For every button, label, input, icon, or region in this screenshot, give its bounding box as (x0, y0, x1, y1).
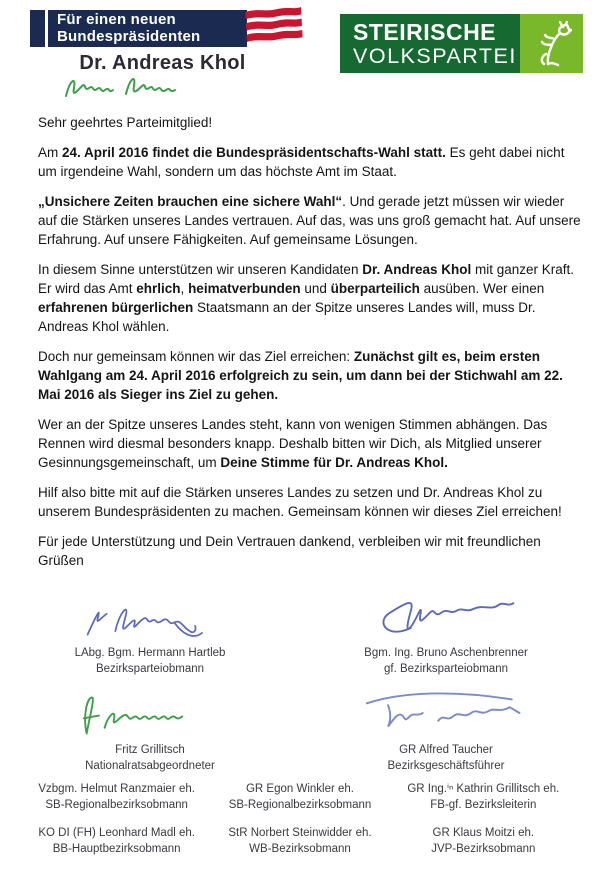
austrian-flag-icon (245, 4, 303, 47)
text-run: Am (38, 145, 63, 160)
secondary-signatory (208, 781, 391, 813)
signatory-name: LAbg. Bgm. Hermann Hartleb (74, 647, 226, 659)
paragraph (38, 347, 584, 404)
signatory-name: GR Egon Winkler eh. (245, 783, 354, 795)
text-run: überparteilich (330, 281, 420, 296)
text-run: Wer an der Spitze unseres Landes steht, kann von wenigen Stimmen abhängen. Das Rennen wird diesmal besonders knapp. Deshalb bitten wir Dich, als Mitglied unserer Gesinnungsgemeinschaft, um (38, 417, 548, 470)
text-run: ausüben. Wer einen (419, 281, 545, 296)
text-run: Deine Stimme für Dr. Andreas Khol. (220, 455, 448, 470)
signatory-title: JVP-Bezirksobmann (431, 843, 536, 855)
taucher-signature (346, 684, 546, 742)
text-run: „Unsichere Zeiten brauchen eine sichere Wahl“ (38, 194, 343, 209)
signatory-grillitsch (40, 690, 260, 774)
text-run: Es geht dabei nicht um irgendeine Wahl, sondern um das höchste Amt im Staat. (38, 145, 565, 179)
campaign-banner (48, 10, 247, 47)
party-logo-text (340, 14, 520, 73)
signatory-title: Bezirksgeschäftsführer (387, 760, 505, 772)
logo-line-1: STEIRISCHE (353, 19, 497, 45)
khol-handwritten-signature (58, 68, 193, 106)
text-run: erfahrenen bürgerlichen (38, 300, 194, 315)
candidate-name: Dr. Andreas Khol (79, 52, 246, 74)
secondary-signatory (392, 781, 575, 813)
text-run: Dr. Andreas Khol (362, 262, 472, 277)
text-run: . Und gerade jetzt müssen wir wieder auf die Stärken unseres Landes vertrauen. Auf das, was uns groß gemacht hat. Auf unsere Erfahrung. Auf unsere Fähigkeiten. Auf gemeinsame Lösungen. (38, 194, 581, 247)
logo-crest (520, 14, 583, 73)
signatory-name: GR Alfred Taucher (399, 744, 493, 756)
signatory-name: KO DI (FH) Leonhard Madl eh. (38, 827, 195, 839)
logo-line-2: VOLKSPARTEI (353, 44, 517, 68)
text-run: Staatsmann an der Spitze unseres Landes will, muss Dr. Andreas Khol wählen. (38, 300, 536, 334)
secondary-signatory (392, 825, 575, 857)
paragraph (38, 415, 584, 472)
paragraph (38, 113, 584, 132)
hartleb-signature (50, 593, 250, 645)
text-run: , (180, 281, 189, 296)
signatory-title: WB-Bezirksobmann (249, 843, 351, 855)
signatory-title: BB-Hauptbezirksobmann (52, 843, 181, 855)
paragraph (38, 483, 584, 521)
text-run: Zunächst gilt es, beim ersten Wahlgang am 24. April 2016 erfolgreich zu sein, um dann bei der Stichwahl am 22. Mai 2016 als Sieger ins Ziel zu gehen. (38, 349, 563, 402)
text-run: Hilf also bitte mit auf die Stärken unseres Landes zu setzen und Dr. Andreas Khol zu unserem Bundespräsidenten zu machen. Gemeinsam können wir dieses Ziel erreichen! (38, 485, 562, 519)
signatory-taucher (336, 684, 556, 774)
signatory-name: Bgm. Ing. Bruno Aschenbrenner (364, 647, 528, 659)
paragraph (38, 143, 584, 181)
signatory-title: SB-Regionalbezirksobmann (228, 799, 372, 811)
signatory-title: Bezirksparteiobmann (95, 663, 205, 675)
banner-line-2: Bundespräsidenten (57, 27, 201, 45)
paragraph (38, 192, 584, 249)
signatory-name: GR Ing.ⁱⁿ Kathrin Grillitsch eh. (407, 783, 560, 795)
banner-line-1: Für einen neuen (57, 11, 176, 28)
secondary-signatory (25, 781, 208, 813)
secondary-signatories (25, 781, 575, 857)
signatory-title: Nationalratsabgeordneter (85, 760, 215, 772)
signatory-name: Fritz Grillitsch (115, 744, 185, 756)
banner-stub (30, 10, 45, 47)
signatory-title: gf. Bezirksparteiobmann (383, 663, 508, 675)
signatory-name: StR Norbert Steinwidder eh. (228, 827, 372, 839)
letter-body (38, 113, 584, 581)
signatory-hartleb (40, 593, 260, 677)
signatory-name: GR Klaus Moitzi eh. (432, 827, 535, 839)
signatory-title: FB-gf. Bezirksleiterin (430, 799, 537, 811)
text-run: mit ganzer Kraft. Er wird das Amt (38, 262, 575, 296)
text-run: Für jede Unterstützung und Dein Vertrauen dankend, verbleiben wir mit freundlichen Grüßen (38, 534, 541, 568)
grillitsch-signature (50, 690, 250, 742)
signatory-name: Vzbgm. Helmut Ranzmaier eh. (38, 783, 195, 795)
aschenbrenner-signature (351, 588, 541, 645)
text-run: heimatverbunden (188, 281, 301, 296)
signatory-aschenbrenner (336, 588, 556, 677)
secondary-signatory (25, 825, 208, 857)
text-run: und (300, 281, 331, 296)
paragraph (38, 532, 584, 570)
text-run: Sehr geehrtes Parteimitglied! (38, 115, 213, 130)
party-logo (340, 14, 583, 73)
styrian-panther-icon (532, 21, 572, 67)
text-run: In diesem Sinne unterstützen wir unseren Kandidaten (38, 262, 363, 277)
paragraph (38, 260, 584, 336)
text-run: Doch nur gemeinsam können wir das Ziel erreichen: (38, 349, 354, 364)
text-run: 24. April 2016 findet die Bundespräsidentschafts-Wahl statt. (62, 145, 446, 160)
secondary-signatory (208, 825, 391, 857)
text-run: ehrlich (136, 281, 181, 296)
signatory-title: SB-Regionalbezirksobmann (45, 799, 188, 811)
